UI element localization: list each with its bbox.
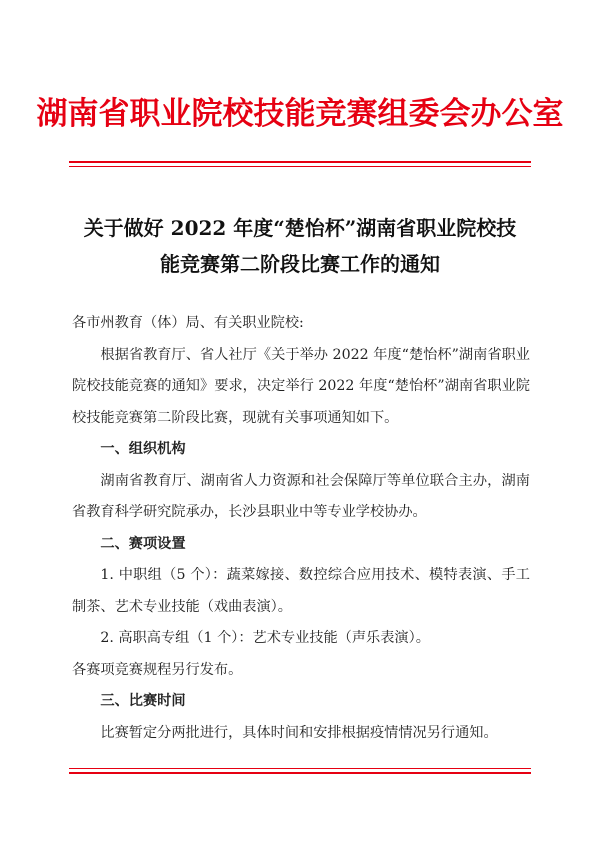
section-heading-organization: 一、组织机构 — [100, 441, 186, 457]
intro-paragraph: 根据省教育厅、省人社厅《关于举办 2022 年度“楚怡杯”湖南省职业院校技能竞赛的通知》要求，决定举行 2022 年度“楚怡杯”湖南省职业院校技能竞赛第二阶段比赛，现就有关事项通知如下。 — [72, 346, 530, 426]
footer-rule-top — [69, 768, 531, 769]
letterhead-org-name: 湖南省职业院校技能竞赛组委会办公室 — [36, 96, 564, 132]
notice-title — [60, 210, 540, 282]
notice-title-line1: 关于做好 2022 年度“楚怡杯”湖南省职业院校技 — [83, 216, 517, 240]
notice-body — [72, 308, 530, 749]
section-paragraph: 1. 中职组（5 个）：蔬菜嫁接、数控综合应用技术、模特表演、手工制茶、艺术专业技能（戏曲表演）。 — [72, 567, 530, 615]
section-paragraph: 比赛暂定分两批进行，具体时间和安排根据疫情情况另行通知。 — [100, 724, 498, 741]
section-heading-events: 二、赛项设置 — [100, 535, 186, 552]
section-paragraph: 各赛项竞赛规程另行发布。 — [72, 661, 243, 678]
section-paragraph: 湖南省教育厅、湖南省人力资源和社会保障厅等单位联合主办，湖南省教育科学研究院承办，长沙县职业中等专业学校协办。 — [72, 472, 530, 520]
section-paragraph: 2. 高职高专组（1 个）：艺术专业技能（声乐表演）。 — [100, 630, 430, 646]
footer-rule-bottom — [69, 772, 531, 774]
section-heading-schedule: 三、比赛时间 — [100, 693, 186, 709]
letterhead-rule-top — [69, 161, 531, 163]
letterhead-rule-bottom — [69, 166, 531, 167]
notice-title-line2: 能竞赛第二阶段比赛工作的通知 — [160, 252, 440, 276]
salutation: 各市州教育（体）局、有关职业院校: — [72, 315, 304, 331]
